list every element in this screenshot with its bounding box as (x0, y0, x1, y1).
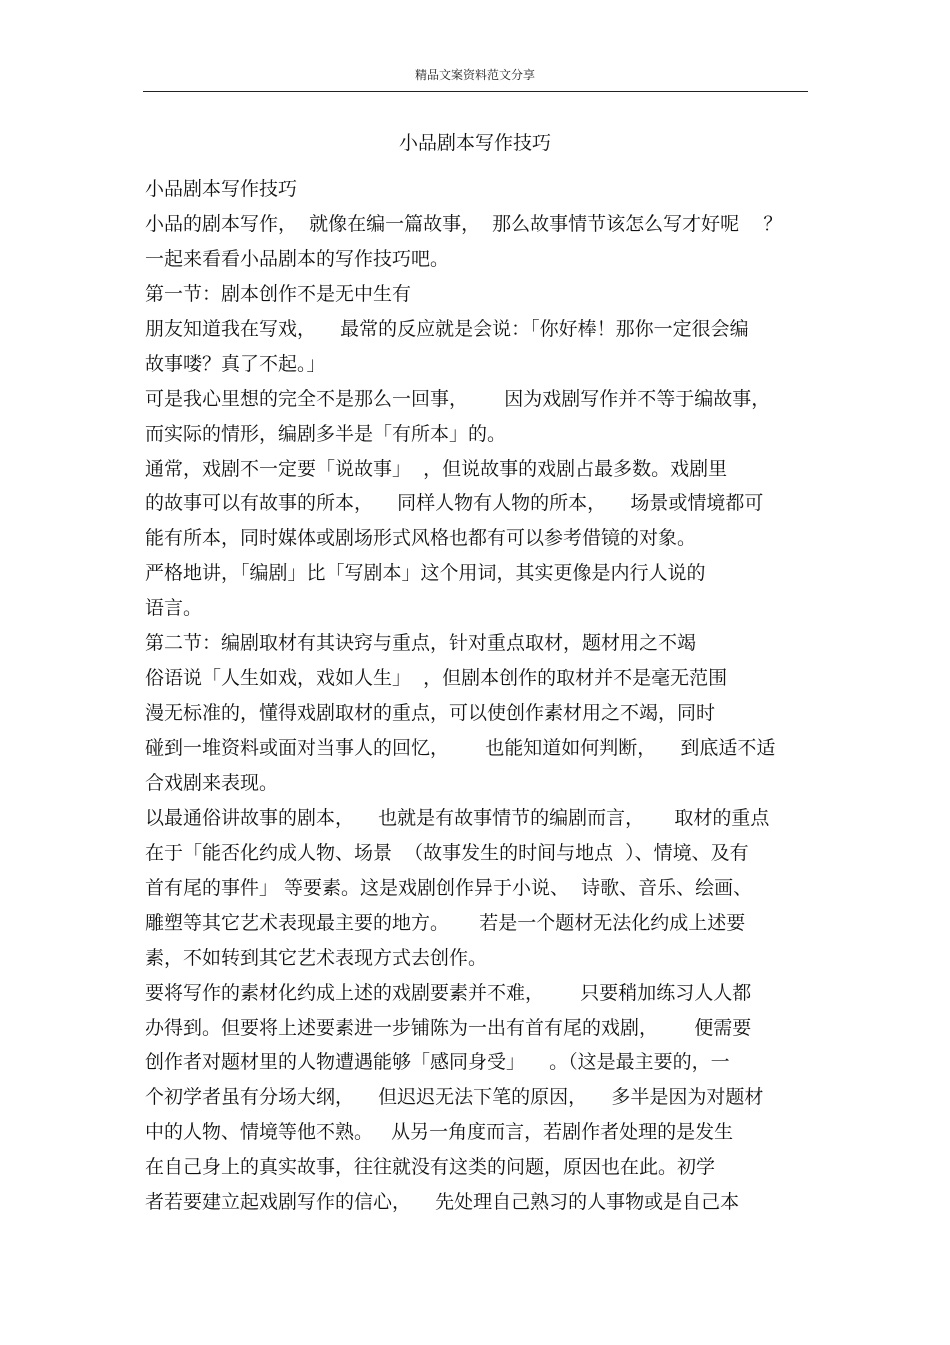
text-line: 朋友知道我在写戏， 最常的反应就是会说：「你好棒！那你一定很会编 (145, 317, 749, 340)
text-line: 个初学者虽有分场大纲， 但迟迟无法下笔的原因， 多半是因为对题材 (145, 1086, 764, 1109)
text-line: 的故事可以有故事的所本， 同样人物有人物的所本， 场景或情境都可 (145, 492, 764, 515)
text-line: 创作者对题材里的人物遭遇能够「感同身受」 。（这是最主要的，一 (145, 1051, 730, 1074)
text-line: 以最通俗讲故事的剧本， 也就是有故事情节的编剧而言， 取材的重点 (145, 806, 770, 829)
document-title: 小品剧本写作技巧 (398, 132, 551, 154)
text-line: 小品剧本写作技巧 (145, 178, 298, 200)
text-line: 中的人物、情境等他不熟。 从另一角度而言，若剧作者处理的是发生 (145, 1121, 734, 1144)
text-line: 语言。 (145, 597, 203, 620)
text-line: 而实际的情形，编剧多半是「有所本」的。 (145, 422, 507, 445)
document-body (145, 172, 815, 1220)
text-line: 通常，戏剧不一定要「说故事」 ，但说故事的戏剧占最多数。戏剧里 (145, 457, 728, 480)
page-header: 精品文案资料范文分享 (414, 68, 535, 82)
text-line: 者若要建立起戏剧写作的信心， 先处理自己熟习的人事物或是自己本 (145, 1191, 740, 1214)
text-line: 办得到。但要将上述要素进一步铺陈为一出有首有尾的戏剧， 便需要 (145, 1016, 752, 1039)
text-line: 漫无标准的，懂得戏剧取材的重点，可以使创作素材用之不竭，同时 (145, 702, 716, 725)
header-divider (143, 91, 808, 92)
text-line: 第二节：编剧取材有其诀窍与重点，针对重点取材，题材用之不竭 (145, 632, 697, 655)
text-line: 在自己身上的真实故事，往往就没有这类的问题，原因也在此。初学 (145, 1156, 716, 1179)
text-line: 碰到一堆资料或面对当事人的回忆， 也能知道如何判断， 到底适不适 (145, 737, 776, 759)
text-line: 严格地讲，「编剧」比「写剧本」这个用词，其实更像是内行人说的 (145, 562, 706, 585)
text-line: 小品的剧本写作， 就像在编一篇故事， 那么故事情节该怎么写才好呢 ？ (145, 212, 783, 235)
text-line: 在于「能否化约成人物、场景 （故事发生的时间与地点 ）、情境、及有 (145, 841, 749, 864)
text-line: 雕塑等其它艺术表现最主要的地方。 若是一个题材无法化约成上述要 (145, 911, 746, 934)
text-line: 首有尾的事件」 等要素。这是戏剧创作异于小说、 诗歌、音乐、绘画、 (145, 876, 753, 899)
text-line: 可是我心里想的完全不是那么一回事， 因为戏剧写作并不等于编故事， (145, 387, 771, 410)
text-line: 要将写作的素材化约成上述的戏剧要素并不难， 只要稍加练习人人都 (145, 981, 752, 1004)
text-line: 俗语说「人生如戏，戏如人生」 ，但剧本创作的取材并不是毫无范围 (145, 667, 728, 690)
text-line: 合戏剧来表现。 (145, 771, 279, 794)
text-line: 能有所本，同时媒体或剧场形式风格也都有可以参考借镜的对象。 (145, 527, 697, 550)
text-line: 故事喽？真了不起。」 (145, 352, 326, 375)
text-line: 第一节：剧本创作不是无中生有 (145, 282, 412, 305)
text-line: 素，不如转到其它艺术表现方式去创作。 (145, 946, 488, 969)
text-line: 一起来看看小品剧本的写作技巧吧。 (145, 247, 450, 270)
